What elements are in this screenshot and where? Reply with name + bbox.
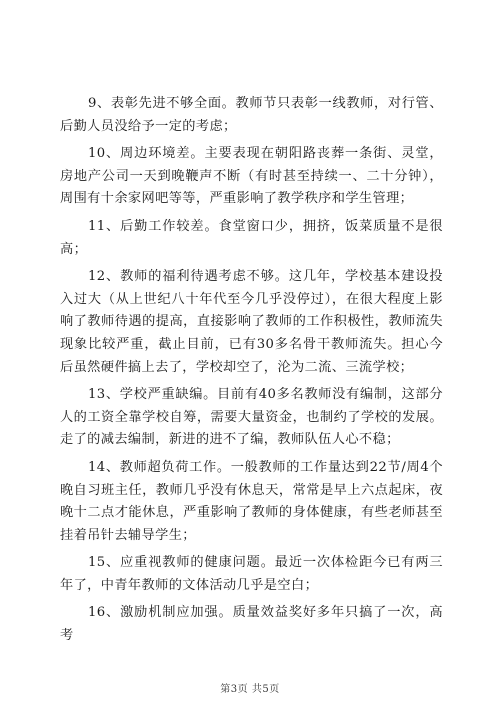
paragraph-item-13: 13、学校严重缺编。目前有40多名教师没有编制，这部分人的工资全靠学校自筹，需要大量资金，也制约了学校的发展。走了的减去编制，新进的进不了编，教师队伍人心不稳； <box>60 387 443 448</box>
paragraph-item-11: 11、后勤工作较差。食堂窗口少，拥挤，饭菜质量不是很高； <box>60 218 443 257</box>
paragraph-item-9: 9、表彰先进不够全面。教师节只表彰一线教师，对行管、后勤人员没给予一定的考虑； <box>60 96 443 134</box>
paragraph-item-10: 10、周边环境差。主要表现在朝阳路丧葬一条街、灵堂，房地产公司一天到晚鞭声不断（有时甚至持续一、二十分钟），周围有十余家网吧等等，严重影响了教学秩序和学生管理； <box>60 146 443 207</box>
paragraph-item-12: 12、教师的福利待遇考虑不够。这几年，学校基本建设投入过大（从上世纪八十年代至今几乎没停过），在很大程度上影响了教师待遇的提高，直接影响了教师的工作积极性，教师流失现象比较严重，截止目前，已有30多名骨干教师流失。担心今后虽然硬件搞上去了，学校却空了，沦为二流、三流学校； <box>60 269 443 375</box>
paragraph-item-15: 15、应重视教师的健康问题。最近一次体检距今已有两三年了，中青年教师的文体活动几乎是空白； <box>60 555 443 593</box>
paragraph-item-16: 16、激励机制应加强。质量效益奖好多年只搞了一次，高考 <box>60 605 443 644</box>
page-number-footer: 第3页 共5页 <box>220 684 280 695</box>
document-body <box>60 93 443 653</box>
paragraph-item-14: 14、教师超负荷工作。一般教师的工作量达到22节/周4个晚自习班主任，教师几乎没有休息天，常常是早上六点起床，夜晚十二点才能休息，严重影响了教师的身体健康，有些老师甚至挂着吊针去辅导学生； <box>60 459 443 543</box>
